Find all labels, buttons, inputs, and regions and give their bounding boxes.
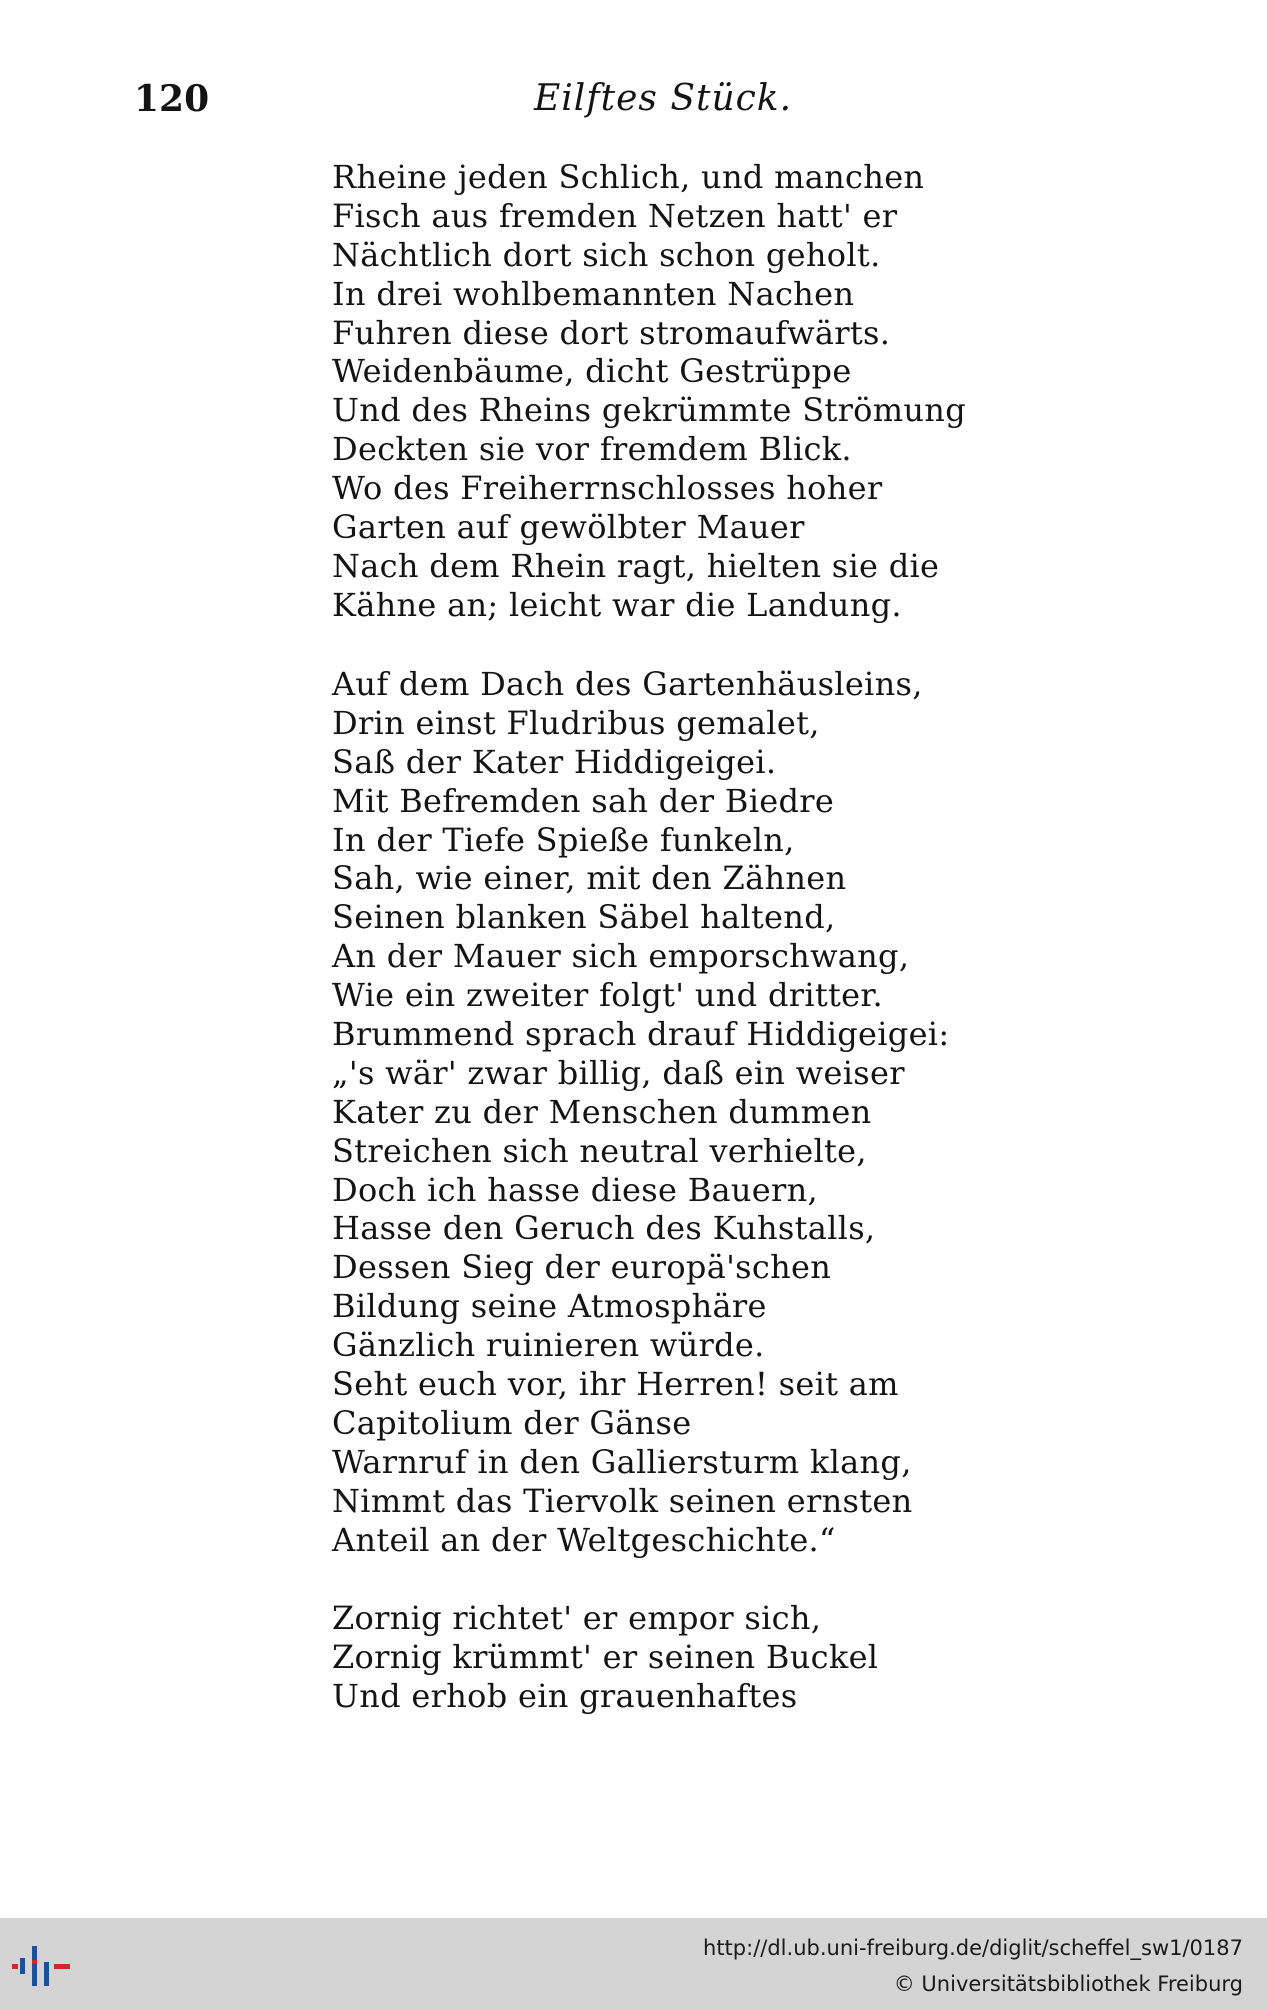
stanza (332, 158, 1192, 625)
verse-line: Zornig richtet' er empor sich, (332, 1599, 822, 1637)
verse-line: Wo des Freiherrnschlosses hoher (332, 469, 883, 508)
verse-line: Mit Befremden sah der Biedre (332, 781, 835, 820)
verse-line: Weidenbäume, dicht Gestrüppe (332, 352, 852, 391)
verse-line: In der Tiefe Spieße funkeln, (332, 820, 795, 859)
verse-line: Seinen blanken Säbel haltend, (332, 898, 836, 937)
copyright-notice: © Universitätsbibliothek Freiburg (893, 1972, 1243, 1996)
verse-line: Zornig krümmt' er seinen Buckel (332, 1637, 879, 1676)
chapter-title: Eilftes Stück. (534, 78, 793, 119)
logo-dash (32, 1960, 37, 1964)
verse-line: An der Mauer sich emporschwang, (332, 937, 910, 976)
verse-line: Wie ein zweiter folgt' und dritter. (332, 976, 883, 1015)
logo-bar (32, 1946, 37, 1986)
logo-bar (20, 1958, 25, 1974)
verse-line: Und des Rheins gekrümmte Strömung (332, 391, 966, 430)
verse-line: Fuhren diese dort stromaufwärts. (332, 313, 891, 352)
ub-freiburg-logo-icon[interactable] (12, 1936, 82, 1996)
verse-line: Capitolium der Gänse (332, 1403, 692, 1442)
verse-line: Nach dem Rhein ragt, hielten sie die (332, 546, 940, 585)
verse-line: Hasse den Geruch des Kuhstalls, (332, 1209, 876, 1248)
verse-line: Kähne an; leicht war die Landung. (332, 585, 902, 624)
stanza (332, 665, 1192, 1559)
logo-dash (54, 1964, 70, 1969)
verse-line: Brummend sprach drauf Hiddigeigei: (332, 1015, 950, 1054)
logo-bar (44, 1962, 49, 1986)
verse-line: Dessen Sieg der europä'schen (332, 1248, 832, 1287)
verse-line: Und erhob ein grauenhaftes (332, 1676, 798, 1715)
source-url[interactable]: http://dl.ub.uni-freiburg.de/diglit/scheffel_sw1/0187 (703, 1936, 1243, 1960)
verse-line: Nächtlich dort sich schon geholt. (332, 235, 881, 274)
logo-dash (12, 1964, 18, 1969)
verse-line: In drei wohlbemannten Nachen (332, 274, 855, 313)
verse-line: Fisch aus fremden Netzen hatt' er (332, 196, 898, 235)
verse-line: Kater zu der Menschen dummen (332, 1092, 872, 1131)
verse-line: Nimmt das Tiervolk seinen ernsten (332, 1481, 913, 1520)
verse-line: Drin einst Fludribus gemalet, (332, 703, 820, 742)
verse-line: Rheine jeden Schlich, und manchen (332, 158, 925, 196)
verse-line: Doch ich hasse diese Bauern, (332, 1170, 819, 1209)
verse-line: Garten auf gewölbter Mauer (332, 508, 805, 547)
page-number: 120 (134, 78, 210, 120)
verse-line: Auf dem Dach des Gartenhäusleins, (332, 665, 923, 703)
verse-line: Streichen sich neutral verhielte, (332, 1131, 867, 1170)
verse-line: Saß der Kater Hiddigeigei. (332, 742, 777, 781)
verse-line: Bildung seine Atmosphäre (332, 1287, 767, 1326)
verse-line: Gänzlich ruinieren würde. (332, 1326, 765, 1365)
viewer-footer (0, 1918, 1267, 2009)
verse-line: Sah, wie einer, mit den Zähnen (332, 859, 847, 898)
verse-line: Seht euch vor, ihr Herren! seit am (332, 1365, 899, 1404)
verse-line: Warnruf in den Galliersturm klang, (332, 1442, 912, 1481)
running-head (134, 72, 1134, 126)
verse-line: Anteil an der Weltgeschichte.“ (332, 1520, 836, 1559)
stanza (332, 1599, 1192, 1716)
verse-line: Deckten sie vor fremdem Blick. (332, 430, 852, 469)
verse-line: „'s wär' zwar billig, daß ein weiser (332, 1053, 905, 1092)
